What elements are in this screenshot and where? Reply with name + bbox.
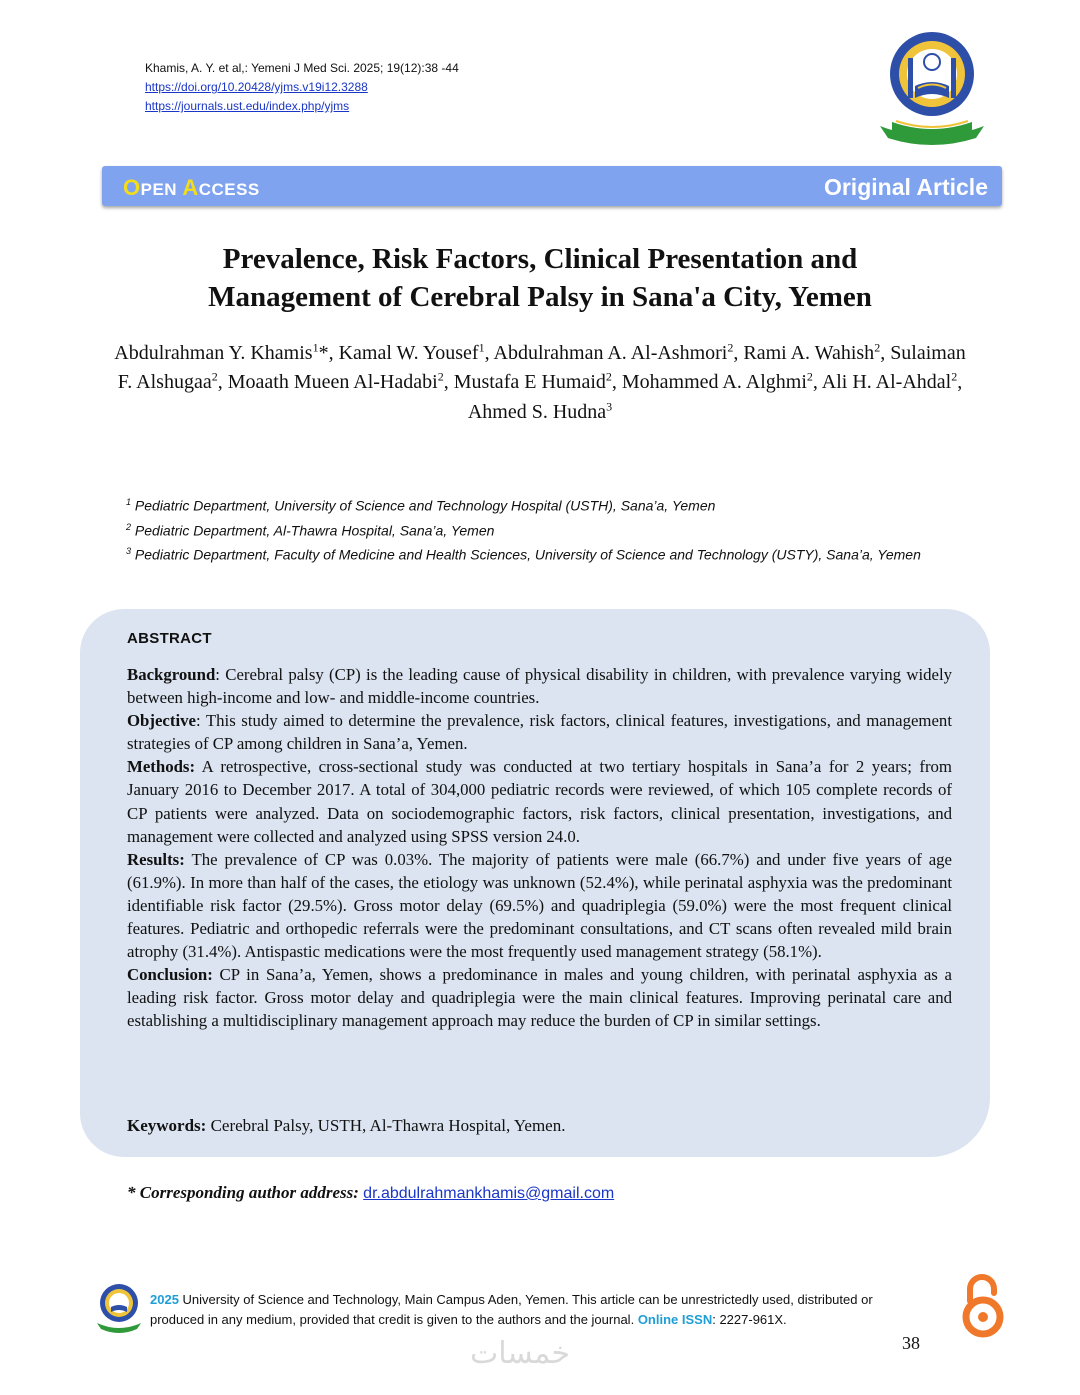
corresponding-author (127, 1183, 614, 1203)
abstract-section (127, 848, 952, 963)
open-rest: PEN (140, 180, 183, 199)
author-name: Ahmed S. Hudna (467, 400, 607, 423)
doi-link[interactable]: https://doi.org/10.20428/yjms.v19i12.3288 (145, 80, 368, 94)
abstract-section-label: Background (127, 665, 216, 684)
author-name: Abdulrahman A. Al-Ashmori (493, 341, 728, 364)
author-name: Abdulrahman Y. Khamis (114, 341, 313, 364)
author-separator: , (957, 371, 963, 394)
watermark: خمسات (470, 1336, 571, 1371)
author-separator: , (880, 341, 891, 364)
page-number: 38 (902, 1333, 920, 1353)
affiliation-text: Pediatric Department, Al-Thawra Hospital, Sana’a, Yemen (134, 522, 495, 539)
author-affiliation-mark: 3 (606, 399, 613, 414)
abstract-section (127, 755, 952, 847)
author-name: Sulaiman F. Alshugaa (117, 341, 966, 394)
corresponding-label: * Corresponding author address: (127, 1183, 359, 1202)
abstract-section-separator (213, 965, 220, 984)
author-affiliation-mark: 2 (806, 369, 813, 384)
author (822, 371, 962, 393)
title-line-2: Management of Cerebral Palsy in Sana'a City, Yemen (208, 281, 872, 313)
issn-value: : 2227-961X. (712, 1312, 787, 1327)
author-separator: *, (318, 341, 339, 364)
abstract-body (127, 663, 952, 1033)
author-affiliation-mark: 1 (478, 340, 485, 354)
author-affiliation-mark: 2 (211, 369, 218, 384)
author (468, 401, 612, 423)
footer-logo-icon (93, 1281, 145, 1333)
footer-year: 2025 (150, 1292, 179, 1307)
abstract-section-label: Objective (127, 711, 196, 731)
open-access-icon (960, 1273, 1006, 1339)
abstract-section (127, 963, 952, 1032)
abstract-section-text: The prevalence of CP was 0.03%. The majority of patients were male (66.7%) and under five years of age (61.9%). In more than half of the cases, the etiology was unknown (52.4%), while perinatal asphyxia was the predominant identifiable risk factor (29.5%). Gross motor delay (69.5%) and quadriplegia (59.0%) were the most frequent clinical features. Pediatric and orthopedic referrals were the predominant consultations, and CT scans often revealed mild brain atrophy (31.4%). Antispastic medications were the most frequently used management strategy (58.1%). (127, 849, 952, 962)
footer-text-1: University of Science and Technology, Main Campus Aden, Yemen. This article can be unrestrictedly used, distributed or (182, 1292, 873, 1307)
open-cap: O (123, 175, 141, 200)
journal-link[interactable]: https://journals.ust.edu/index.php/yjms (145, 99, 350, 113)
issn-label: Online ISSN (637, 1312, 713, 1327)
author-name: Mustafa E Humaid (453, 371, 606, 394)
author-name: Mohammed A. Alghmi (621, 371, 807, 394)
article-type: Original Article (823, 174, 988, 200)
author-name: Ali H. Al-Ahdal (821, 371, 952, 394)
abstract-section (127, 663, 952, 709)
author-affiliation-mark: 2 (727, 340, 734, 354)
footer-license (150, 1290, 950, 1330)
affiliation-text: Pediatric Department, Faculty of Medicine and Health Sciences, University of Science and Technology (USTY), Sana’a, Yemen (134, 546, 921, 563)
footer-text-2: produced in any medium, provided that credit is given to the authors and the journal. (150, 1312, 635, 1327)
affiliations (126, 492, 946, 566)
abstract-section-separator (195, 757, 202, 776)
author-name: Rami A. Wahish (743, 341, 875, 364)
author-name: Moaath Mueen Al-Hadabi (227, 371, 438, 394)
author-separator: , (812, 371, 822, 394)
corresponding-email-link[interactable]: dr.abdulrahmankhamis@gmail.com (363, 1185, 615, 1202)
abstract-section-label: Results: (127, 849, 185, 869)
author (228, 371, 454, 393)
abstract-section-text: Cerebral palsy (CP) is the leading cause of physical disability in children, with prevalence varying widely between high-income and low- and middle-income countries. (127, 665, 952, 708)
abstract-section-label: Methods: (127, 757, 196, 777)
author-separator: , (484, 341, 494, 364)
abstract-section-text: CP in Sana’a, Yemen, shows a predominance in males and young children, with perinatal asphyxia as a leading risk factor. Gross motor delay and quadriplegia were the main clinical features. Improving perinatal care and establishing a multidisciplinary management approach may reduce the burden of CP in similar settings. (127, 965, 952, 1031)
author (339, 342, 494, 364)
affiliation-line (126, 517, 946, 542)
keywords (127, 1114, 952, 1137)
keywords-label: Keywords: (127, 1116, 207, 1135)
open-access-banner (102, 166, 1002, 206)
author-affiliation-mark: 2 (951, 369, 958, 384)
open-access-label (123, 175, 260, 201)
author-list (110, 335, 970, 424)
author-separator: , (733, 341, 744, 364)
author-affiliation-mark: 1 (312, 340, 319, 354)
affiliation-number: 1 (126, 497, 132, 507)
access-rest: CCESS (198, 180, 260, 199)
author (743, 342, 890, 364)
university-logo-icon (872, 28, 992, 146)
access-cap: A (182, 175, 199, 200)
abstract-section-label: Conclusion: (127, 965, 213, 985)
affiliation-number: 2 (126, 521, 132, 532)
abstract-section-separator: : (195, 711, 206, 731)
keywords-text: Cerebral Palsy, USTH, Al-Thawra Hospital, Yemen. (210, 1116, 566, 1135)
author-separator: , (217, 371, 228, 394)
author-affiliation-mark: 2 (437, 369, 444, 384)
affiliation-line (126, 492, 946, 517)
affiliation-number: 3 (126, 546, 132, 557)
abstract-section-text: A retrospective, cross-sectional study was conducted at two tertiary hospitals in Sana’a for 2 years; from January 2016 to December 2017. A total of 304,000 pediatric records were reviewed, of which 105 complete records of CP patients were analyzed. Data on sociodemographic factors, risk factors, clinical presentation, investigations, and management were collected and analyzed using SPSS version 24.0. (127, 757, 952, 846)
citation-block (145, 59, 459, 116)
author-separator: , (611, 371, 622, 394)
author (622, 371, 822, 393)
author-affiliation-mark: 2 (874, 340, 881, 354)
affiliation-line (126, 541, 946, 566)
author (114, 342, 338, 364)
citation-text: Khamis, A. Y. et al,: Yemeni J Med Sci. 2025; 19(12):38 -44 (145, 61, 459, 75)
abstract-heading: ABSTRACT (127, 630, 212, 647)
paper-title (100, 240, 980, 316)
abstract-section-separator: : (215, 665, 226, 684)
title-line-1: Prevalence, Risk Factors, Clinical Presentation and (222, 243, 858, 275)
abstract-section (127, 709, 952, 755)
author (454, 371, 622, 393)
author-name: Kamal W. Yousef (338, 341, 479, 364)
abstract-section-text: This study aimed to determine the prevalence, risk factors, clinical features, investigations, and management strategies of CP among children in Sana’a, Yemen. (127, 711, 952, 754)
author-separator: , (443, 371, 454, 394)
affiliation-text: Pediatric Department, University of Science and Technology Hospital (USTH), Sana’a, Yemen (134, 497, 716, 514)
author-affiliation-mark: 2 (605, 369, 612, 384)
author (494, 342, 744, 364)
